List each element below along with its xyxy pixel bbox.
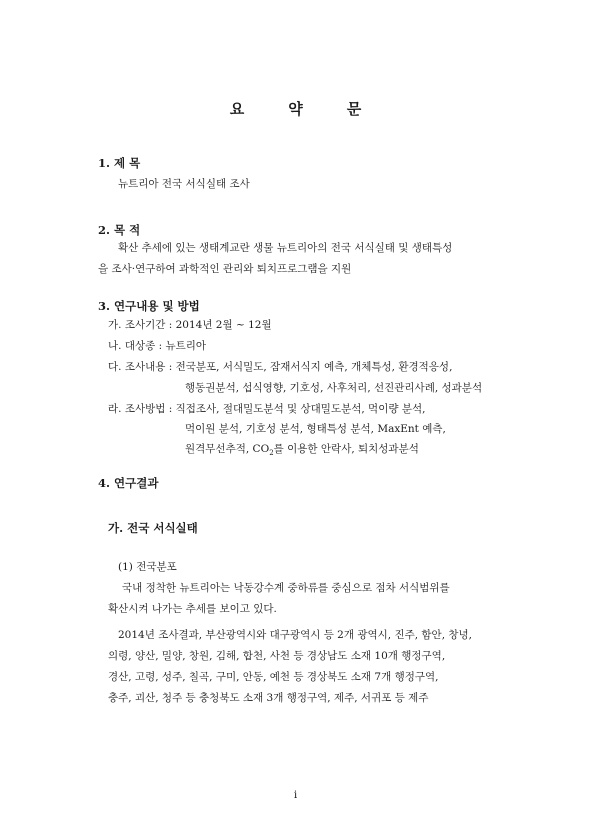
section-2-line-1: 확산 추세에 있는 생태계교란 생물 뉴트리아의 전국 서식실태 및 생태특성 xyxy=(118,242,453,254)
method-approach-line-3-pre: 원격무선추적, CO xyxy=(185,443,270,455)
para-2-line-1: 2014년 조사결과, 부산광역시와 대구광역시 등 2개 광역시, 진주, 함안, 창녕, xyxy=(118,629,472,641)
section-2-line-2: 을 조사·연구하여 과학적인 관리와 퇴치프로그램을 지원 xyxy=(98,263,352,275)
method-period: 가. 조사기간 : 2014년 2월 ~ 12월 xyxy=(108,319,272,331)
section-1-body: 뉴트리아 전국 서식실태 조사 xyxy=(118,178,250,190)
method-approach-line-3-post: 를 이용한 안락사, 퇴치성과분석 xyxy=(273,443,419,455)
para-1-line-2: 확산시켜 나가는 추세를 보이고 있다. xyxy=(108,603,277,615)
document-title xyxy=(0,98,591,119)
para-2-line-4: 충주, 괴산, 청주 등 충청북도 소재 3개 행정구역, 제주, 서귀포 등 제주 xyxy=(108,692,429,704)
item-1-heading: (1) 전국분포 xyxy=(118,561,177,573)
para-1-line-1: 국내 정착한 뉴트리아는 낙동강수계 중하류를 중심으로 점차 서식범위를 xyxy=(122,582,450,594)
co2-subscript: 2 xyxy=(269,449,274,458)
para-2-line-2: 의령, 양산, 밀양, 창원, 김해, 합천, 사천 등 경상남도 소재 10개 행정구역, xyxy=(108,650,446,662)
section-4-heading: 4. 연구결과 xyxy=(98,476,159,490)
title-char: 요 xyxy=(229,100,245,118)
method-contents-line-2: 행동권분석, 섭식영향, 기호성, 사후처리, 선진관리사례, 성과분석 xyxy=(185,382,483,394)
page-number: i xyxy=(293,789,298,801)
title-char: 문 xyxy=(346,100,362,118)
subsection-ga-heading: 가. 전국 서식실태 xyxy=(108,521,198,535)
method-approach-line-1: 라. 조사방법 : 직접조사, 절대밀도분석 및 상대밀도분석, 먹이량 분석, xyxy=(108,403,426,415)
section-3-heading: 3. 연구내용 및 방법 xyxy=(98,299,200,313)
method-approach-line-2: 먹이원 분석, 기호성 분석, 형태특성 분석, MaxEnt 예측, xyxy=(185,423,446,435)
section-2-heading: 2. 목 적 xyxy=(98,223,141,237)
title-char: 약 xyxy=(288,100,303,118)
para-2-line-3: 경산, 고령, 성주, 칠곡, 구미, 안동, 예천 등 경상북도 소재 7개 행정구역, xyxy=(108,671,439,683)
method-contents-line-1: 다. 조사내용 : 전국분포, 서식밀도, 잠재서식지 예측, 개체특성, 환경적응성, xyxy=(108,361,453,373)
method-approach-line-3 xyxy=(185,442,419,461)
method-species: 나. 대상종 : 뉴트리아 xyxy=(108,340,207,352)
section-1-heading: 1. 제 목 xyxy=(98,156,141,170)
